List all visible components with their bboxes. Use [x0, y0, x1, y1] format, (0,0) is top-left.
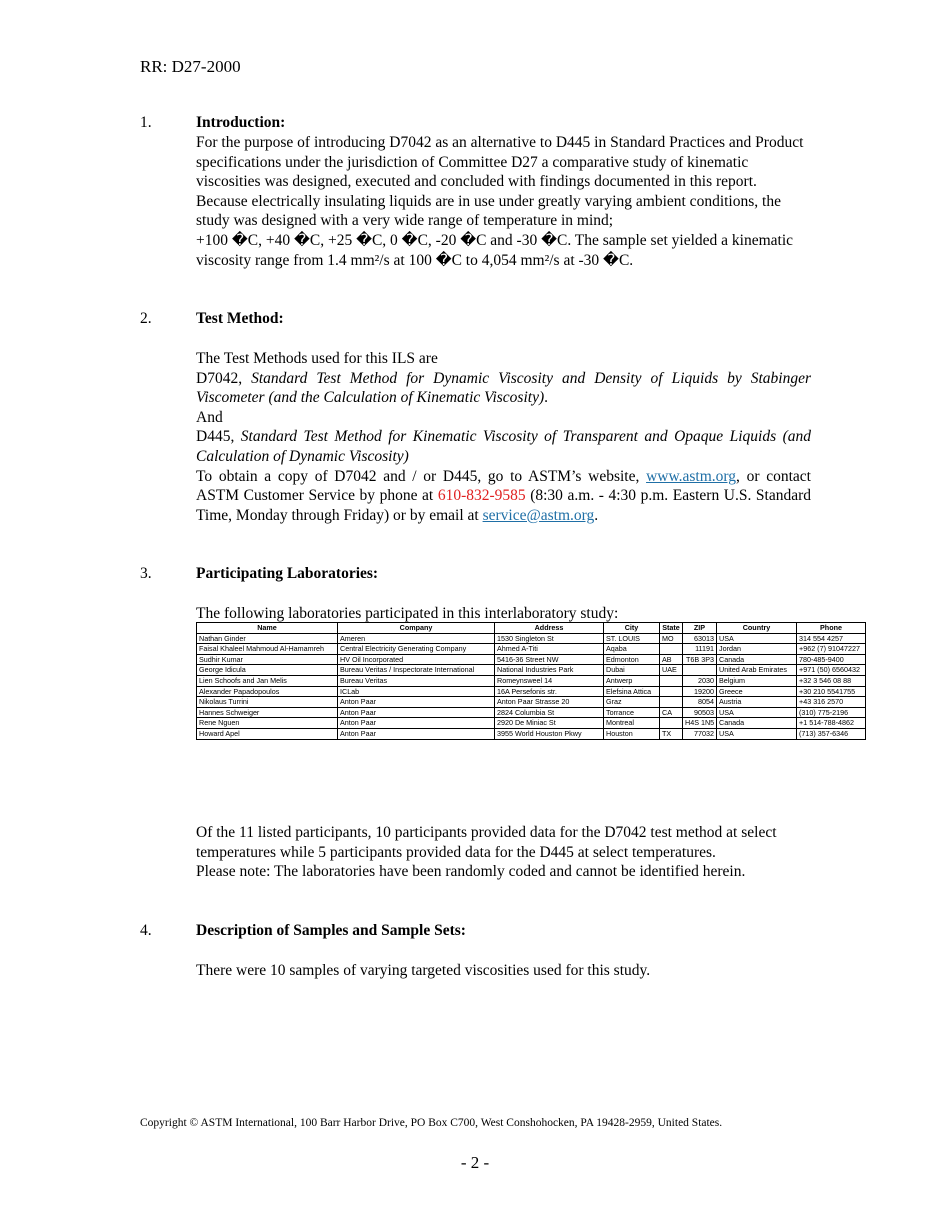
- table-cell: H4S 1N5: [683, 718, 717, 729]
- table-cell: Hannes Schweiger: [197, 707, 338, 718]
- participating-labs-table: [196, 622, 866, 740]
- table-cell: Austria: [717, 697, 797, 708]
- table-cell: Houston: [604, 728, 660, 739]
- table-cell: Nathan Ginder: [197, 633, 338, 644]
- table-cell: Sudhir Kumar: [197, 654, 338, 665]
- table-cell: Torrance: [604, 707, 660, 718]
- section-2-number: 2.: [140, 310, 152, 327]
- table-cell: USA: [717, 728, 797, 739]
- table-cell: [683, 665, 717, 676]
- table-cell: Aqaba: [604, 644, 660, 655]
- table-cell: [660, 718, 683, 729]
- column-header: State: [660, 623, 683, 634]
- table-cell: [660, 675, 683, 686]
- table-cell: National Industries Park: [495, 665, 604, 676]
- table-cell: 16A Persefonis str.: [495, 686, 604, 697]
- section-3-followup: [196, 823, 811, 882]
- section-2-body: [196, 349, 811, 525]
- table-cell: Antwerp: [604, 675, 660, 686]
- table-cell: Ahmed A-Titi: [495, 644, 604, 655]
- table-cell: HV Oil Incorporated: [338, 654, 495, 665]
- table-cell: Bureau Veritas: [338, 675, 495, 686]
- table-cell: +962 (7) 91047227: [797, 644, 866, 655]
- table-cell: T6B 3P3: [683, 654, 717, 665]
- table-cell: Montreal: [604, 718, 660, 729]
- table-cell: Anton Paar Strasse 20: [495, 697, 604, 708]
- table-cell: Anton Paar: [338, 707, 495, 718]
- table-cell: 314 554 4257: [797, 633, 866, 644]
- column-header: Country: [717, 623, 797, 634]
- table-cell: Ameren: [338, 633, 495, 644]
- table-cell: Romeynsweel 14: [495, 675, 604, 686]
- table-cell: +32 3 546 08 88: [797, 675, 866, 686]
- section-1-title: Introduction:: [196, 114, 286, 131]
- column-header: ZIP: [683, 623, 717, 634]
- table-cell: 1530 Singleton St: [495, 633, 604, 644]
- samples-description: There were 10 samples of varying targeted viscosities used for this study.: [196, 962, 651, 979]
- table-row: [197, 728, 866, 739]
- table-row: [197, 654, 866, 665]
- service-email-link[interactable]: service@astm.org: [482, 506, 595, 524]
- table-row: [197, 675, 866, 686]
- document-header: RR: D27-2000: [140, 57, 241, 76]
- customer-service-phone: 610-832-9585: [437, 487, 526, 505]
- table-header-row: [197, 623, 866, 634]
- table-cell: Graz: [604, 697, 660, 708]
- copy-instructions: To obtain a copy of D7042 and / or D445, go to ASTM’s website, www.astm.org, or contact ASTM Customer Service by phone at 610-832-9585 (8:30 a.m. - 4:30 p.m. Eastern U.S. Standard Time, Monday through Friday) or by email at service@astm.org.: [196, 467, 812, 524]
- table-cell: 780-485-9400: [797, 654, 866, 665]
- column-header: Address: [495, 623, 604, 634]
- table-cell: Bureau Veritas / Inspectorate International: [338, 665, 495, 676]
- table-cell: Nikolaus Turrini: [197, 697, 338, 708]
- table-cell: AB: [660, 654, 683, 665]
- copyright-footer: Copyright © ASTM International, 100 Barr Harbor Drive, PO Box C700, West Conshohocken, PA 19428-2959, United States.: [140, 1117, 723, 1129]
- table-cell: Anton Paar: [338, 697, 495, 708]
- table-cell: 11191: [683, 644, 717, 655]
- test-methods-intro: The Test Methods used for this ILS are: [196, 350, 438, 367]
- table-cell: Belgium: [717, 675, 797, 686]
- table-cell: ICLab: [338, 686, 495, 697]
- table-cell: 2824 Columbia St: [495, 707, 604, 718]
- labs-intro: The following laboratories participated in this interlaboratory study:: [196, 605, 619, 622]
- table-cell: Howard Apel: [197, 728, 338, 739]
- table-cell: USA: [717, 707, 797, 718]
- section-2-title: Test Method:: [196, 310, 284, 327]
- intro-paragraph-1: For the purpose of introducing D7042 as an alternative to D445 in Standard Practices and Product specifications under the jurisdiction of Committee D27 a comparative study of kinematic viscosities was designed, executed and concluded with findings documented in this report.: [196, 134, 804, 191]
- table-cell: Jordan: [717, 644, 797, 655]
- table-cell: 3955 World Houston Pkwy: [495, 728, 604, 739]
- table-cell: 77032: [683, 728, 717, 739]
- table-cell: Dubai: [604, 665, 660, 676]
- intro-paragraph-3: +100 �C, +40 �C, +25 �C, 0 �C, -20 �C and -30 �C. The sample set yielded a kinematic viscosity range from 1.4 mm²/s at 100 �C to 4,054 mm²/s at -30 �C.: [196, 231, 793, 269]
- method-d7042-title: Standard Test Method for Dynamic Viscosity and Density of Liquids by Stabinger Viscometer (and the Calculation of Kinematic Viscosity): [196, 369, 812, 407]
- table-cell: Canada: [717, 718, 797, 729]
- table-row: [197, 633, 866, 644]
- table-row: [197, 707, 866, 718]
- table-cell: 8054: [683, 697, 717, 708]
- method-d7042: D7042, Standard Test Method for Dynamic Viscosity and Density of Liquids by Stabinger Viscometer (and the Calculation of Kinematic Viscosity).: [196, 369, 812, 407]
- section-3-number: 3.: [140, 565, 152, 582]
- table-cell: Greece: [717, 686, 797, 697]
- table-cell: 19200: [683, 686, 717, 697]
- table-cell: Alexander Papadopoulos: [197, 686, 338, 697]
- page-number: - 2 -: [460, 1153, 490, 1172]
- table-row: [197, 697, 866, 708]
- table-cell: +1 514-788-4862: [797, 718, 866, 729]
- table-cell: +971 (50) 6560432: [797, 665, 866, 676]
- table-row: [197, 644, 866, 655]
- participants-summary: Of the 11 listed participants, 10 participants provided data for the D7042 test method at select temperatures while 5 participants provided data for the D445 at select temperatures.: [196, 824, 777, 861]
- table-cell: [660, 686, 683, 697]
- section-1-body: [196, 133, 811, 270]
- table-cell: USA: [717, 633, 797, 644]
- table-row: [197, 718, 866, 729]
- table-cell: 90503: [683, 707, 717, 718]
- anonymity-note: Please note: The laboratories have been randomly coded and cannot be identified herein.: [196, 863, 746, 881]
- astm-website-link[interactable]: www.astm.org: [646, 467, 737, 485]
- table-cell: Faisal Khaleel Mahmoud Al-Hamamreh: [197, 644, 338, 655]
- intro-paragraph-2: Because electrically insulating liquids are in use under greatly varying ambient conditions, the study was designed with a very wide range of temperature in mind;: [196, 192, 781, 230]
- table-cell: (713) 357-6346: [797, 728, 866, 739]
- section-4-title: Description of Samples and Sample Sets:: [196, 922, 466, 939]
- table-row: [197, 665, 866, 676]
- table-cell: [660, 697, 683, 708]
- table-cell: 63013: [683, 633, 717, 644]
- method-d445-code: D445,: [196, 428, 235, 446]
- section-1-number: 1.: [140, 114, 152, 131]
- section-3-title: Participating Laboratories:: [196, 565, 379, 582]
- column-header: Name: [197, 623, 338, 634]
- column-header: Company: [338, 623, 495, 634]
- method-d445: [196, 427, 811, 466]
- method-d445-title: Standard Test Method for Kinematic Viscosity of Transparent and Opaque Liquids (and Calculation of Dynamic Viscosity): [196, 428, 812, 465]
- table-cell: Central Electricity Generating Company: [338, 644, 495, 655]
- table-cell: [660, 644, 683, 655]
- column-header: City: [604, 623, 660, 634]
- column-header: Phone: [797, 623, 866, 634]
- table-cell: Anton Paar: [338, 718, 495, 729]
- table-cell: George Idicula: [197, 665, 338, 676]
- table-cell: 2920 De Miniac St: [495, 718, 604, 729]
- table-cell: CA: [660, 707, 683, 718]
- method-d7042-code: D7042,: [196, 369, 243, 387]
- table-cell: 5416-36 Street NW: [495, 654, 604, 665]
- table-cell: +30 210 5541755: [797, 686, 866, 697]
- table-cell: UAE: [660, 665, 683, 676]
- table-cell: Rene Nguen: [197, 718, 338, 729]
- table-row: [197, 686, 866, 697]
- and-text: And: [196, 408, 223, 426]
- table-cell: Elefsina Attica: [604, 686, 660, 697]
- table-cell: ST. LOUIS: [604, 633, 660, 644]
- table-cell: Edmonton: [604, 654, 660, 665]
- table-cell: MO: [660, 633, 683, 644]
- table-cell: Canada: [717, 654, 797, 665]
- table-cell: United Arab Emirates: [717, 665, 797, 676]
- table-cell: 2030: [683, 675, 717, 686]
- table-cell: +43 316 2570: [797, 697, 866, 708]
- section-4-number: 4.: [140, 922, 152, 939]
- table-cell: (310) 775-2196: [797, 707, 866, 718]
- table-cell: Anton Paar: [338, 728, 495, 739]
- table-cell: Lien Schoofs and Jan Melis: [197, 675, 338, 686]
- table-cell: TX: [660, 728, 683, 739]
